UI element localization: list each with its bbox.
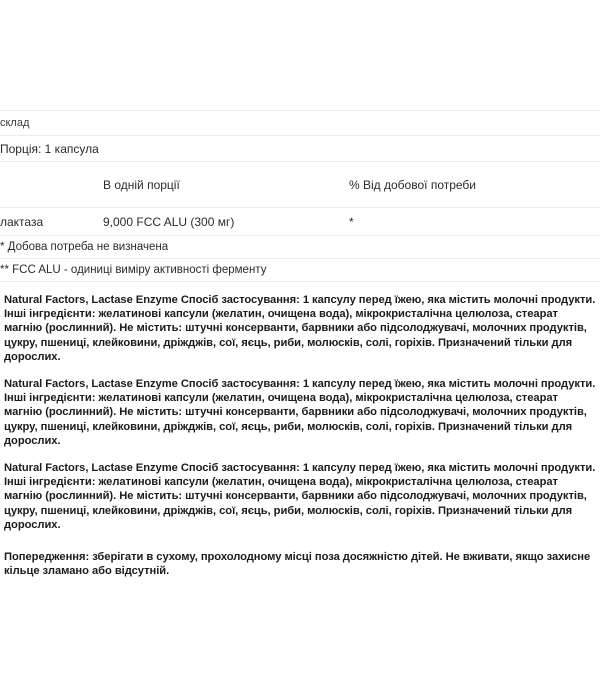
column-header-amount-per-serving: В одній порції bbox=[103, 162, 349, 208]
product-description-paragraph-2: Natural Factors, Lactase Enzyme Спосіб застосування: 1 капсулу перед їжею, яка містить молочні продукти. Інші інгредієнти: желатинові капсули (желатин, очищена вода), мікрокристалічна целюлоза, стеарат магнію (рослинний). Не містить: штучні консерванти, барвники або підсолоджувачі, молочних продуктів, цукру, пшениці, клейковини, дріжджів, сої, яєць, риби, молюсків, солі, горіхів. Призначений тільки для дорослих. bbox=[4, 378, 596, 447]
table-row-footnote-1 bbox=[0, 236, 600, 259]
table-row bbox=[0, 208, 600, 236]
column-header-percent-daily-value: % Від добової потреби bbox=[349, 162, 600, 208]
nutrient-name: лактаза bbox=[0, 208, 103, 236]
supplement-facts-table bbox=[0, 110, 600, 282]
nutrient-daily-value: * bbox=[349, 208, 600, 236]
table-row-column-headers bbox=[0, 162, 600, 208]
facts-table-title: склад bbox=[0, 111, 600, 136]
serving-size-label: Порція: 1 капсула bbox=[0, 136, 600, 162]
footnote-fcc-alu: ** FCC ALU - одиниці виміру активності ферменту bbox=[0, 259, 600, 282]
bottom-spacer bbox=[0, 590, 600, 690]
footnote-daily-value: * Добова потреба не визначена bbox=[0, 236, 600, 259]
top-spacer bbox=[0, 0, 600, 110]
table-row-title bbox=[0, 111, 600, 136]
nutrient-amount: 9,000 FCC ALU (300 мг) bbox=[103, 208, 349, 236]
table-row-footnote-2 bbox=[0, 259, 600, 282]
table-row-serving-size bbox=[0, 136, 600, 162]
product-description-paragraph-3: Natural Factors, Lactase Enzyme Спосіб застосування: 1 капсулу перед їжею, яка містить молочні продукти. Інші інгредієнти: желатинові капсули (желатин, очищена вода), мікрокристалічна целюлоза, стеарат магнію (рослинний). Не містить: штучні консерванти, барвники або підсолоджувачі, молочних продуктів, цукру, пшениці, клейковини, дріжджів, сої, яєць, риби, молюсків, солі, горіхів. Призначений тільки для дорослих. bbox=[4, 462, 596, 531]
warning-paragraph: Попередження: зберігати в сухому, прохолодному місці поза досяжністю дітей. Не вживати, якщо захисне кільце зламано або відсутній. bbox=[4, 551, 591, 578]
column-header-name bbox=[0, 162, 103, 208]
product-description-paragraph-1: Natural Factors, Lactase Enzyme Спосіб застосування: 1 капсулу перед їжею, яка містить молочні продукти. Інші інгредієнти: желатинові капсули (желатин, очищена вода), мікрокристалічна целюлоза, стеарат магнію (рослинний). Не містить: штучні консерванти, барвники або підсолоджувачі, молочних продуктів, цукру, пшениці, клейковини, дріжджів, сої, яєць, риби, молюсків, солі, горіхів. Призначений тільки для дорослих. bbox=[4, 294, 596, 363]
